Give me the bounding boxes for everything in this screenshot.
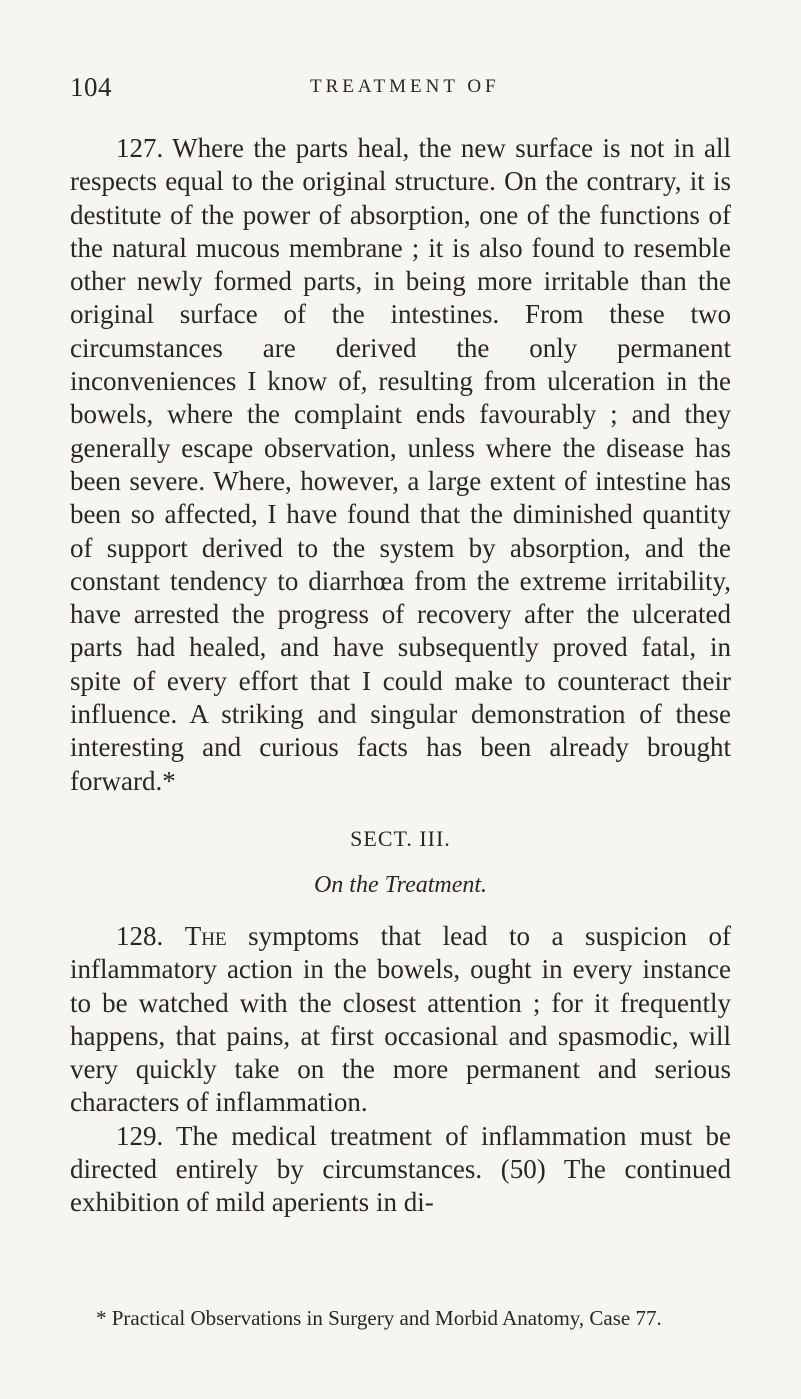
section-subtitle: On the Treatment. [313, 871, 488, 898]
page-number: 104 [70, 72, 112, 102]
paragraph-128-lead: The [184, 920, 227, 951]
paragraph-127: 127. Where the parts heal, the new surface is not in all respects equal to the original structure. On the contrary, it is destitute of the power of absorption, one of the functions of the natural mucous membrane ; it is also found to resemble other newly formed parts, in being more irritable than the original surface of the intestines. From these two circumstances are derived the only permanent inconveniences I know of, resulting from ulceration in the bowels, where the complaint ends favourably ; and they generally escape observation, unless where the disease has been severe. Where, however, a large extent of intestine has been so affected, I have found that the diminished quantity of support derived to the system by absorption, and the constant tendency to diarrhœa from the extreme irritability, have arrested the progress of recovery after the ulcerated parts had healed, and have subsequently proved fatal, in spite of every effort that I could make to counteract their influence. A striking and singular demonstration of these interesting and curious facts has been already brought forward.* [70, 133, 731, 796]
footnote: * Practical Observations in Surgery and Morbid Anatomy, Case 77. [96, 1306, 662, 1330]
body-text [70, 132, 731, 1220]
running-title: TREATMENT OF [310, 76, 500, 97]
footnotes [70, 1306, 731, 1331]
section-heading: SECT. III. [350, 825, 451, 851]
paragraph-128-number: 128. [116, 920, 164, 951]
running-head [70, 72, 731, 112]
paragraph-129: 129. The medical treatment of inflammation must be directed entirely by circumstances. (50) The continued exhibition of mild aperients in di- [70, 1120, 731, 1218]
paragraph-128 [70, 920, 731, 1120]
paragraph-128-text: symptoms that lead to a suspicion of inflammatory action in the bowels, ought in every instance to be watched with the closest attention ; for it frequently happens, that pains, at first occasional and spasmodic, will very quickly take on the more permanent and serious characters of inflammation. [70, 920, 732, 1118]
